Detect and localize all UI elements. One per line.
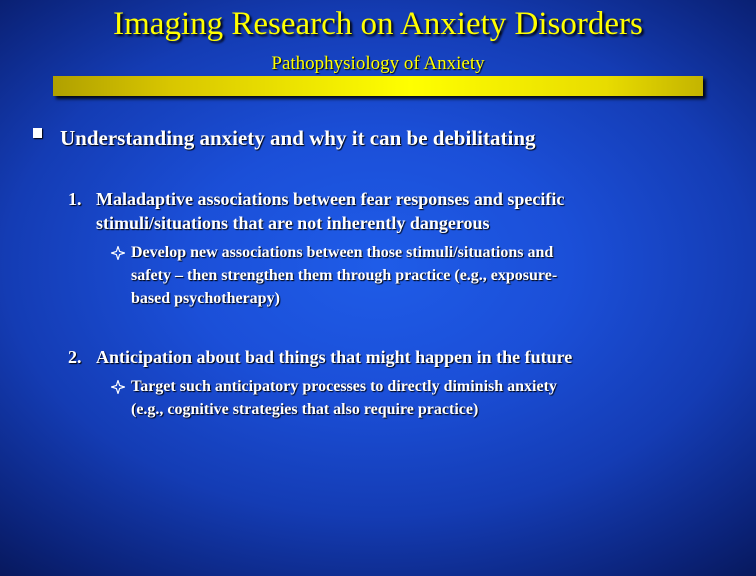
four-point-star-icon [111, 246, 125, 260]
main-bullet-text: Understanding anxiety and why it can be debilitating [60, 126, 536, 150]
item-text-line: Maladaptive associations between fear responses and specific [96, 189, 565, 209]
square-bullet-icon [33, 128, 42, 138]
sub-item-text-line: (e.g., cognitive strategies that also require practice) [131, 401, 479, 418]
item-number: 1. [68, 189, 82, 209]
sub-item-text-line: Target such anticipatory processes to directly diminish anxiety [131, 378, 557, 395]
four-point-star-icon [111, 380, 125, 394]
title-divider-bar [53, 76, 703, 96]
sub-item-text-line: Develop new associations between those stimuli/situations and [131, 244, 554, 261]
item-number: 2. [68, 347, 82, 367]
sub-item-text-line: safety – then strengthen them through practice (e.g., exposure- [131, 267, 558, 284]
sub-item-text-line: based psychotherapy) [131, 290, 280, 307]
item-text-line: stimuli/situations that are not inherently dangerous [96, 213, 490, 233]
slide-subtitle: Pathophysiology of Anxiety [271, 53, 485, 74]
item-text-line: Anticipation about bad things that might happen in the future [96, 347, 573, 367]
slide-title: Imaging Research on Anxiety Disorders [113, 6, 643, 42]
